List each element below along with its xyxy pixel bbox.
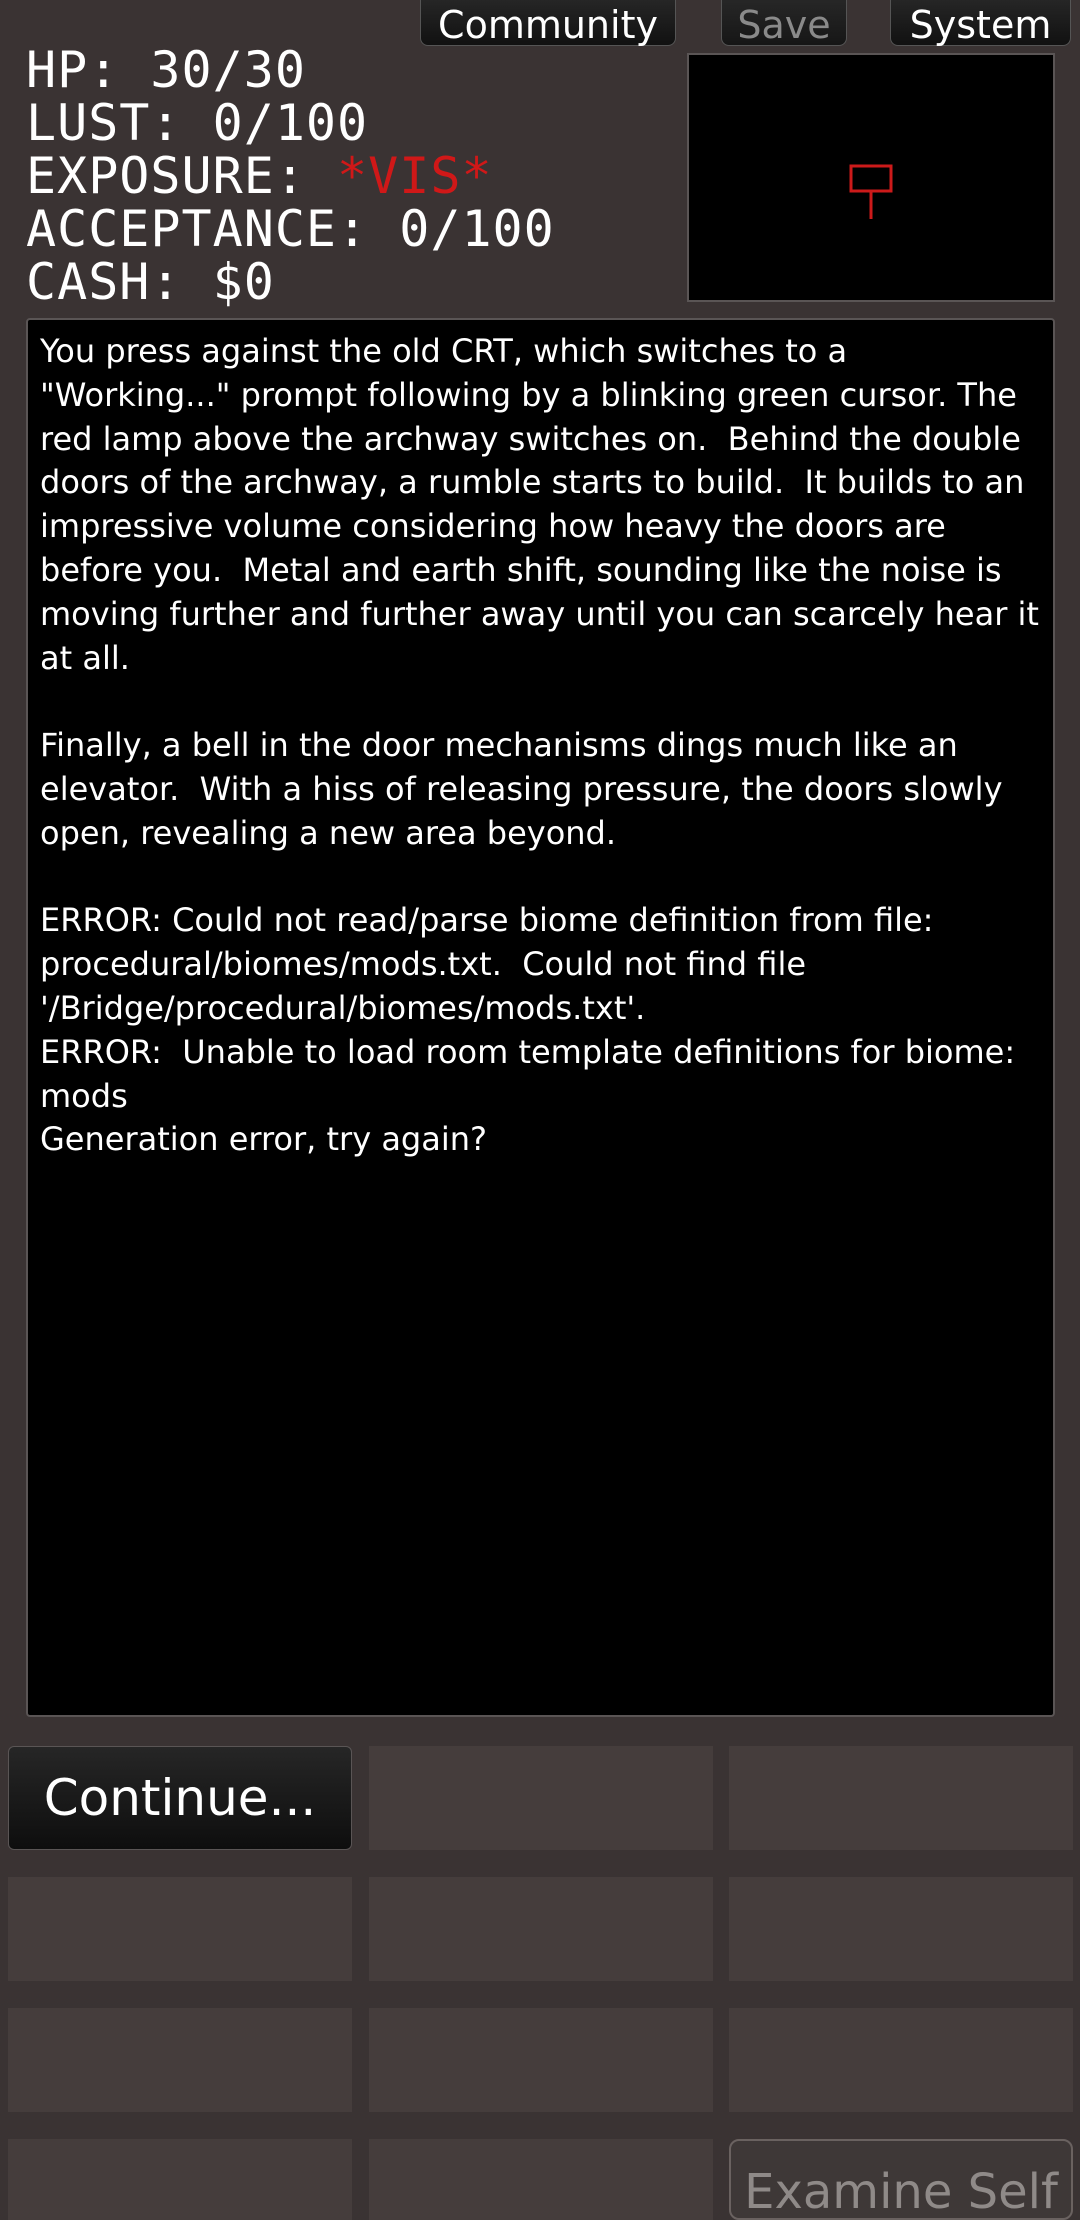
lust-stat: [26, 94, 555, 152]
examine-self-button[interactable]: Examine Self: [729, 2139, 1073, 2220]
story-paragraph: You press against the old CRT, which switches to a "Working..." prompt following by a blinking green cursor. The red lamp above the archway switches on. Behind the double doors of the archway, a rumble starts to build. It builds to an impressive volume considering how heavy the doors are before you. Metal and earth shift, sounding like the noise is moving further and further away until you can scarcely hear it at all.: [40, 332, 1050, 677]
cash-label: CASH:: [26, 253, 182, 311]
empty-action-slot: [8, 1877, 352, 1981]
save-button[interactable]: Save: [721, 0, 847, 46]
error-message: ERROR: Unable to load room template definitions for biome: mods: [40, 1032, 1026, 1115]
empty-action-slot: [369, 2139, 713, 2220]
empty-action-slot: [729, 1877, 1073, 1981]
error-message: ERROR: Could not read/parse biome definition from file: procedural/biomes/mods.txt. Could not find file '/Bridge/procedural/biomes/mods.txt'.: [40, 901, 944, 1027]
acceptance-value: 0/100: [399, 200, 555, 258]
system-button[interactable]: System: [890, 0, 1071, 46]
exposure-stat: [26, 147, 555, 205]
community-button[interactable]: Community: [420, 0, 676, 46]
exposure-label: EXPOSURE:: [26, 147, 306, 205]
hp-stat: [26, 41, 555, 99]
lust-label: LUST:: [26, 94, 182, 152]
cash-value: $0: [212, 253, 275, 311]
error-message: Generation error, try again?: [40, 1120, 487, 1159]
continue-button[interactable]: Continue...: [8, 1746, 352, 1850]
exposure-value: *VIS*: [337, 147, 493, 205]
empty-action-slot: [8, 2008, 352, 2112]
empty-action-slot: [369, 1877, 713, 1981]
empty-action-slot: [8, 2139, 352, 2220]
stats-panel: [26, 41, 555, 311]
acceptance-label: ACCEPTANCE:: [26, 200, 369, 258]
hp-value: 30/30: [150, 41, 306, 99]
empty-action-slot: [369, 2008, 713, 2112]
minimap-canvas: [689, 55, 1053, 300]
empty-action-slot: [369, 1746, 713, 1850]
empty-action-slot: [729, 1746, 1073, 1850]
story-textbox[interactable]: [26, 318, 1055, 1717]
hp-label: HP:: [26, 41, 120, 99]
cash-stat: [26, 253, 555, 311]
minimap[interactable]: [687, 53, 1055, 302]
lust-value: 0/100: [212, 94, 369, 152]
acceptance-stat: [26, 200, 555, 258]
story-paragraph: Finally, a bell in the door mechanisms dings much like an elevator. With a hiss of releasing pressure, the doors slowly open, revealing a new area beyond.: [40, 726, 1013, 852]
player-room-marker: [851, 166, 891, 191]
empty-action-slot: [729, 2008, 1073, 2112]
